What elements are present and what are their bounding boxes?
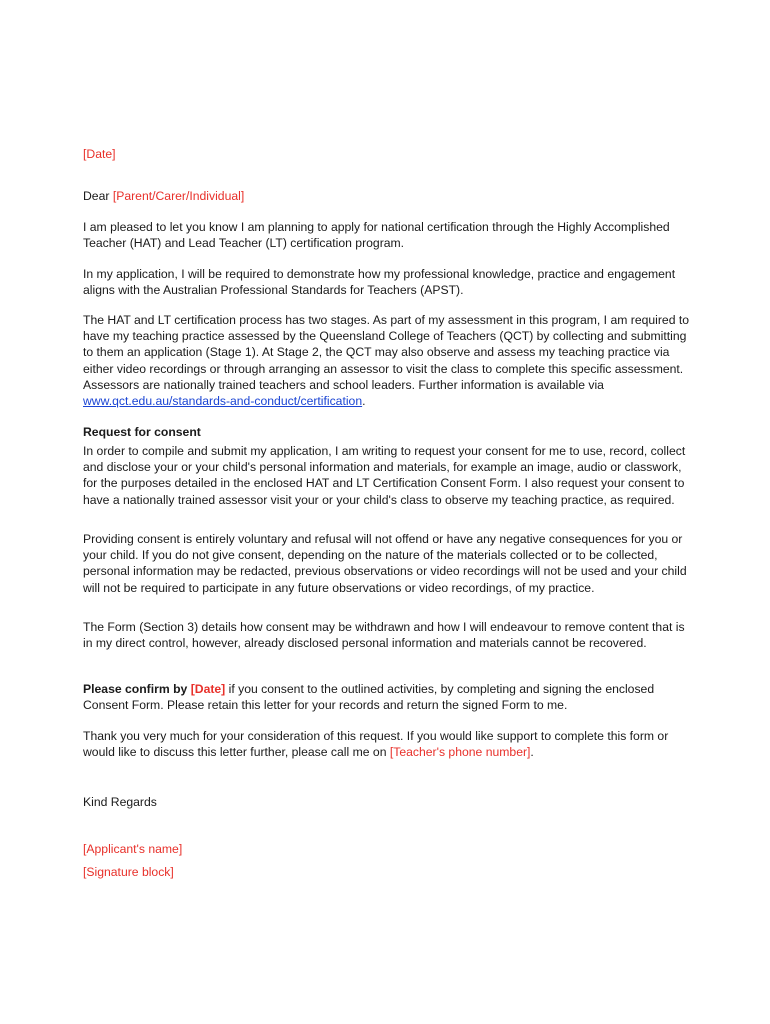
voluntary-paragraph: Providing consent is entirely voluntary and refusal will not offend or have any negative consequences for you or your child. If you do not give consent, depending on the nature of the materials collected or to be collected, personal information may be redacted, previous observations or video recordings will not be used and your child will not be required to participate in any future observations or video recordings, of my practice. — [83, 532, 687, 595]
signature-block-placeholder: [Signature block] — [83, 865, 174, 879]
confirm-text: if you consent to the outlined activities, by completing and signing the enclosed Consent Form. Please retain this letter for your records and return the signed Form to me. — [83, 682, 655, 713]
greeting-prefix: Dear — [83, 189, 113, 203]
recipient-placeholder: [Parent/Carer/Individual] — [112, 189, 245, 203]
confirm-date-placeholder: [Date] — [190, 682, 226, 696]
consent-paragraph: In order to compile and submit my application, I am writing to request your consent for me to use, record, collect and disclose your or your child's personal information and materials, for example an image, audio or classwork, for the purposes detailed in the enclosed HAT and LT Certification Consent Form. I also request your consent to have a nationally trained assessor visit your or your child's class to observe my teaching practice, as required. — [83, 444, 686, 507]
apst-paragraph: In my application, I will be required to demonstrate how my professional knowledge, practice and engagement aligns with the Australian Professional Standards for Teachers (APST). — [83, 267, 676, 298]
closing: Kind Regards — [83, 795, 157, 809]
qct-certification-link[interactable]: www.qct.edu.au/standards-and-conduct/certification — [83, 394, 363, 409]
withdrawal-paragraph: The Form (Section 3) details how consent may be withdrawn and how I will endeavour to remove content that is in my direct control, however, already disclosed personal information and materials cannot be recovered. — [83, 620, 685, 651]
confirm-paragraph — [83, 681, 693, 713]
process-text: The HAT and LT certification process has two stages. As part of my assessment in this program, I am required to have my teaching practice assessed by the Queensland College of Teachers (QCT) by collecting and submitting to them an application (Stage 1). At Stage 2, the QCT may also observe and assess my teaching practice via either video recordings or through arranging an assessor to visit the class to complete this specific assessment. Assessors are nationally trained teachers and school leaders. Further information is available via — [83, 313, 690, 392]
date-placeholder: [Date] — [83, 147, 116, 161]
greeting — [83, 188, 693, 204]
applicant-name-placeholder: [Applicant's name] — [83, 842, 183, 856]
process-end: . — [362, 394, 366, 409]
process-paragraph — [83, 312, 693, 409]
thanks-end: . — [530, 745, 534, 760]
consent-heading: Request for consent — [83, 425, 201, 439]
thanks-paragraph — [83, 728, 693, 760]
confirm-prefix: Please confirm by — [83, 682, 191, 696]
phone-placeholder: [Teacher's phone number] — [389, 745, 531, 760]
thanks-text: Thank you very much for your consideration of this request. If you would like support to complete this form or would like to discuss this letter further, please call me on — [83, 729, 669, 760]
intro-paragraph: I am pleased to let you know I am planning to apply for national certification through the Highly Accomplished Teacher (HAT) and Lead Teacher (LT) certification program. — [83, 220, 670, 251]
